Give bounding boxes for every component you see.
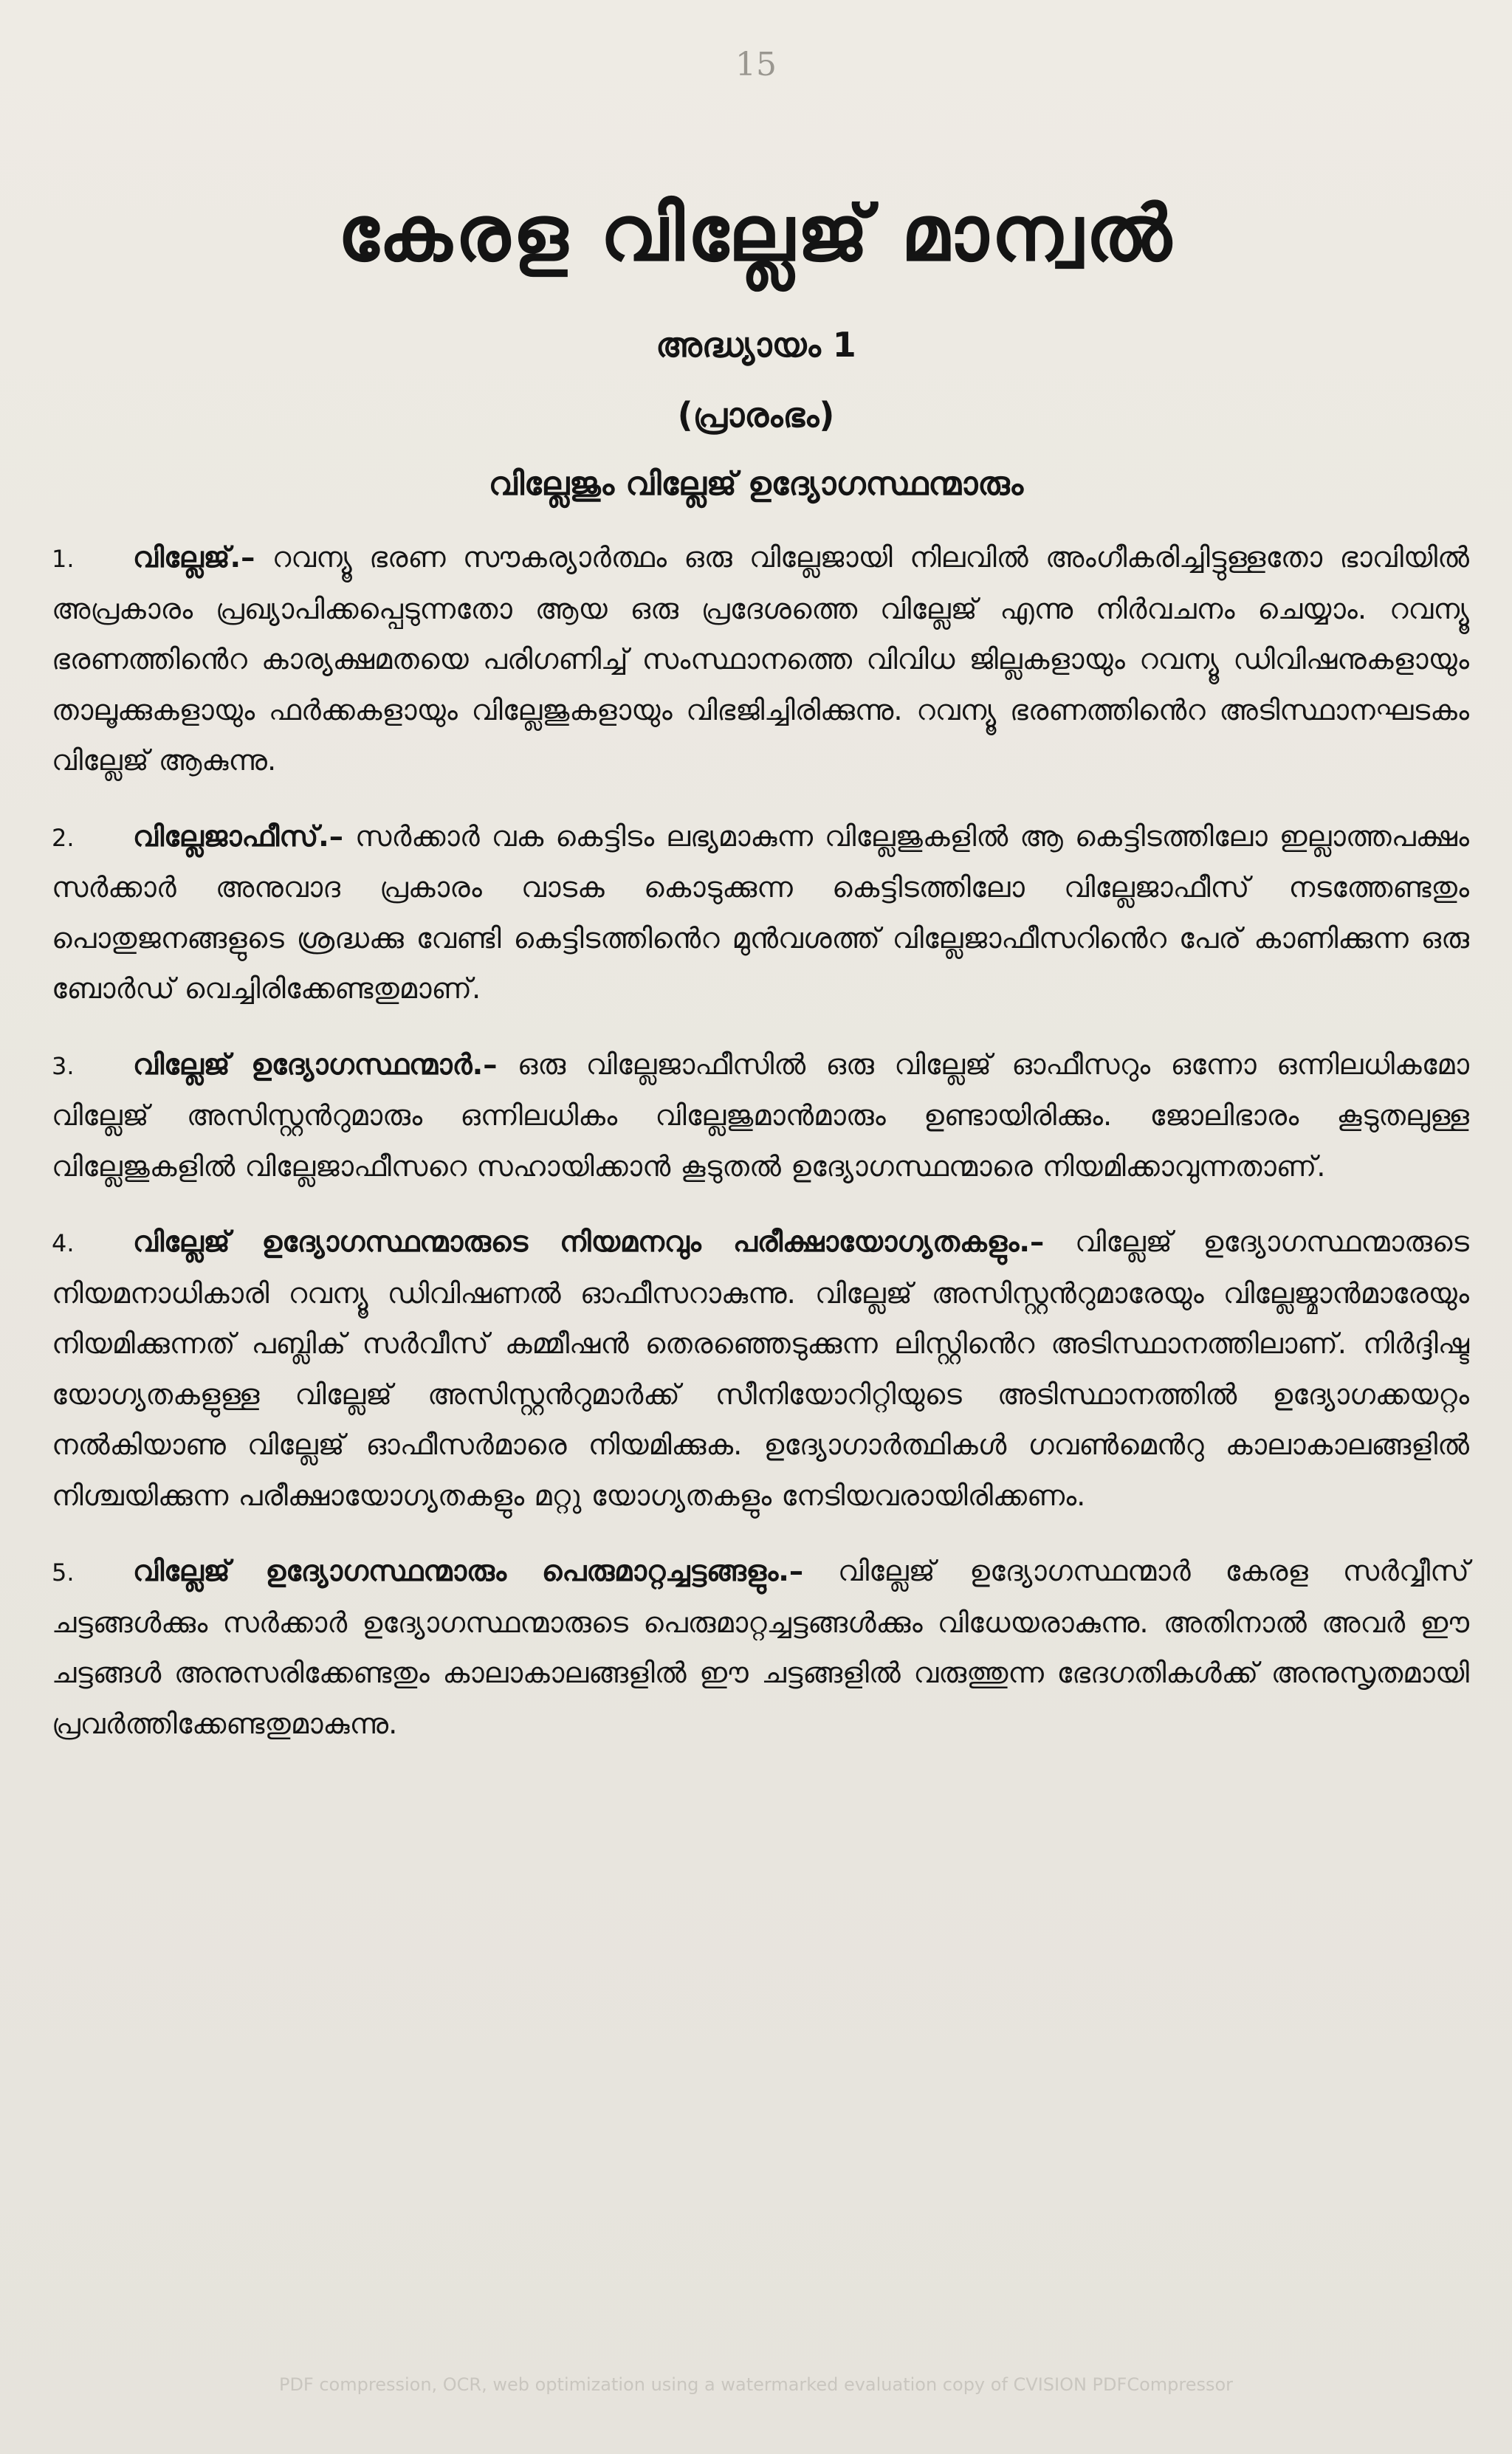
paragraph-number: 5.	[52, 1558, 75, 1587]
paragraph-5	[52, 1547, 1469, 1750]
document-title: കേരള വില്ലേജ് മാന്വൽ	[337, 188, 1175, 278]
paragraph-heading: വില്ലേജ്.–	[133, 541, 255, 574]
paragraph-text: സർക്കാർ വക കെട്ടിടം ലഭ്യമാകുന്ന വില്ലേജുകളിൽ ആ കെട്ടിടത്തിലോ ഇല്ലാത്തപക്ഷം സർക്കാർ അനുവാദ പ്രകാരം വാടക കൊടുക്കുന്ന കെട്ടിടത്തിലോ വില്ലേജാഫീസ് നടത്തേണ്ടതും പൊതുജനങ്ങളുടെ ശ്രദ്ധക്കു വേണ്ടി കെട്ടിടത്തിൻെറ മുൻവശത്ത് വില്ലേജാഫീസറിൻെറ പേര് കാണിക്കുന്ന ഒരു ബോർഡ് വെച്ചിരിക്കേണ്ടതുമാണ്.	[52, 819, 1469, 1006]
section-heading: വില്ലേജും വില്ലേജ് ഉദ്യോഗസ്ഥന്മാരും	[488, 465, 1024, 503]
paragraph-text: റവന്യൂ ഭരണ സൗകര്യാർത്ഥം ഒരു വില്ലേജായി നിലവിൽ അംഗീകരിച്ചിട്ടുള്ളതോ ഭാവിയിൽ അപ്രകാരം പ്രഖ്യാപിക്കപ്പെടുന്നതോ ആയ ഒരു പ്രദേശത്തെ വില്ലേജ് എന്നു നിർവചനം ചെയ്യാം. റവന്യൂ ഭരണത്തിൻെറ കാര്യക്ഷമതയെ പരിഗണിച്ച് സംസ്ഥാനത്തെ വിവിധ ജില്ലകളായും റവന്യൂ ഡിവിഷനുകളായും താലൂക്കുകളായും ഫർക്കകളായും വില്ലേജുകളായും വിഭജിച്ചിരിക്കുന്നു. റവന്യൂ ഭരണത്തിൻെറ അടിസ്ഥാനഘടകം വില്ലേജ് ആകുന്നു.	[52, 541, 1469, 777]
paragraph-number: 2.	[52, 823, 75, 852]
paragraph-heading: വില്ലേജ് ഉദ്യോഗസ്ഥന്മാർ.–	[133, 1048, 498, 1082]
paragraph-number: 4.	[52, 1229, 75, 1257]
paragraph-text: വില്ലേജ് ഉദ്യോഗസ്ഥന്മാർ കേരള സർവ്വീസ് ചട്ടങ്ങൾക്കും സർക്കാർ ഉദ്യോഗസ്ഥന്മാരുടെ പെരുമാറ്റച്ചട്ടങ്ങൾക്കും വിധേയരാകുന്നു. അതിനാൽ അവർ ഈ ചട്ടങ്ങൾ അനുസരിക്കേണ്ടതും കാലാകാലങ്ങളിൽ ഈ ചട്ടങ്ങളിൽ വരുത്തുന്ന ഭേദഗതികൾക്ക് അനുസൃതമായി പ്രവർത്തിക്കേണ്ടതുമാകുന്നു.	[52, 1555, 1469, 1741]
paragraph-2	[52, 812, 1469, 1015]
paragraph-4	[52, 1217, 1469, 1522]
paragraph-number: 3.	[52, 1051, 75, 1080]
paragraph-heading: വില്ലേജാഫീസ്.–	[133, 819, 344, 853]
paragraph-1	[52, 533, 1469, 787]
body-text	[52, 533, 1469, 1775]
paragraph-heading: വില്ലേജ് ഉദ്യോഗസ്ഥന്മാരും പെരുമാറ്റച്ചട്ടങ്ങളും.–	[133, 1555, 804, 1588]
page-number: 15	[735, 46, 777, 83]
paragraph-heading: വില്ലേജ് ഉദ്യോഗസ്ഥന്മാരുടെ നിയമനവും പരീക്ഷായോഗ്യതകളും.–	[133, 1226, 1045, 1259]
watermark-footer: PDF compression, OCR, web optimization using a watermarked evaluation copy of CVISION PDFCompressor	[278, 2374, 1234, 2395]
chapter-subtitle: (പ്രാരംഭം)	[677, 395, 835, 435]
paragraph-text: ഒരു വില്ലേജാഫീസിൽ ഒരു വില്ലേജ് ഓഫീസറും ഒന്നോ ഒന്നിലധികമോ വില്ലേജ് അസിസ്റ്റൻറുമാരും ഒന്നിലധികം വില്ലേജുമാൻമാരും ഉണ്ടായിരിക്കും. ജോലിഭാരം കൂടുതലുള്ള വില്ലേജുകളിൽ വില്ലേജാഫീസറെ സഹായിക്കാൻ കൂടുതൽ ഉദ്യോഗസ്ഥന്മാരെ നിയമിക്കാവുന്നതാണ്.	[52, 1048, 1469, 1183]
paragraph-3	[52, 1040, 1469, 1193]
paragraph-number: 1.	[52, 545, 75, 573]
chapter-label: അദ്ധ്യായം 1	[656, 325, 856, 365]
paragraph-text: വില്ലേജ് ഉദ്യോഗസ്ഥന്മാരുടെ നിയമനാധികാരി റവന്യൂ ഡിവിഷണൽ ഓഫീസറാകുന്നു. വില്ലേജ് അസിസ്റ്റൻറുമാരേയും വില്ലേജ്മാൻമാരേയും നിയമിക്കുന്നത് പബ്ലിക് സർവീസ് കമ്മീഷൻ തെരഞ്ഞെടുക്കുന്ന ലിസ്റ്റിൻെറ അടിസ്ഥാനത്തിലാണ്. നിർദ്ദിഷ്ട യോഗ്യതകളുള്ള വില്ലേജ് അസിസ്റ്റൻറുമാർക്ക് സീനിയോറിറ്റിയുടെ അടിസ്ഥാനത്തിൽ ഉദ്യോഗക്കയറ്റം നൽകിയാണു വില്ലേജ് ഓഫീസർമാരെ നിയമിക്കുക. ഉദ്യോഗാർത്ഥികൾ ഗവൺമെൻറു കാലാകാലങ്ങളിൽ നിശ്ചയിക്കുന്ന പരീക്ഷായോഗ്യതകളും മറ്റു യോഗ്യതകളും നേടിയവരായിരിക്കണം.	[52, 1226, 1469, 1513]
